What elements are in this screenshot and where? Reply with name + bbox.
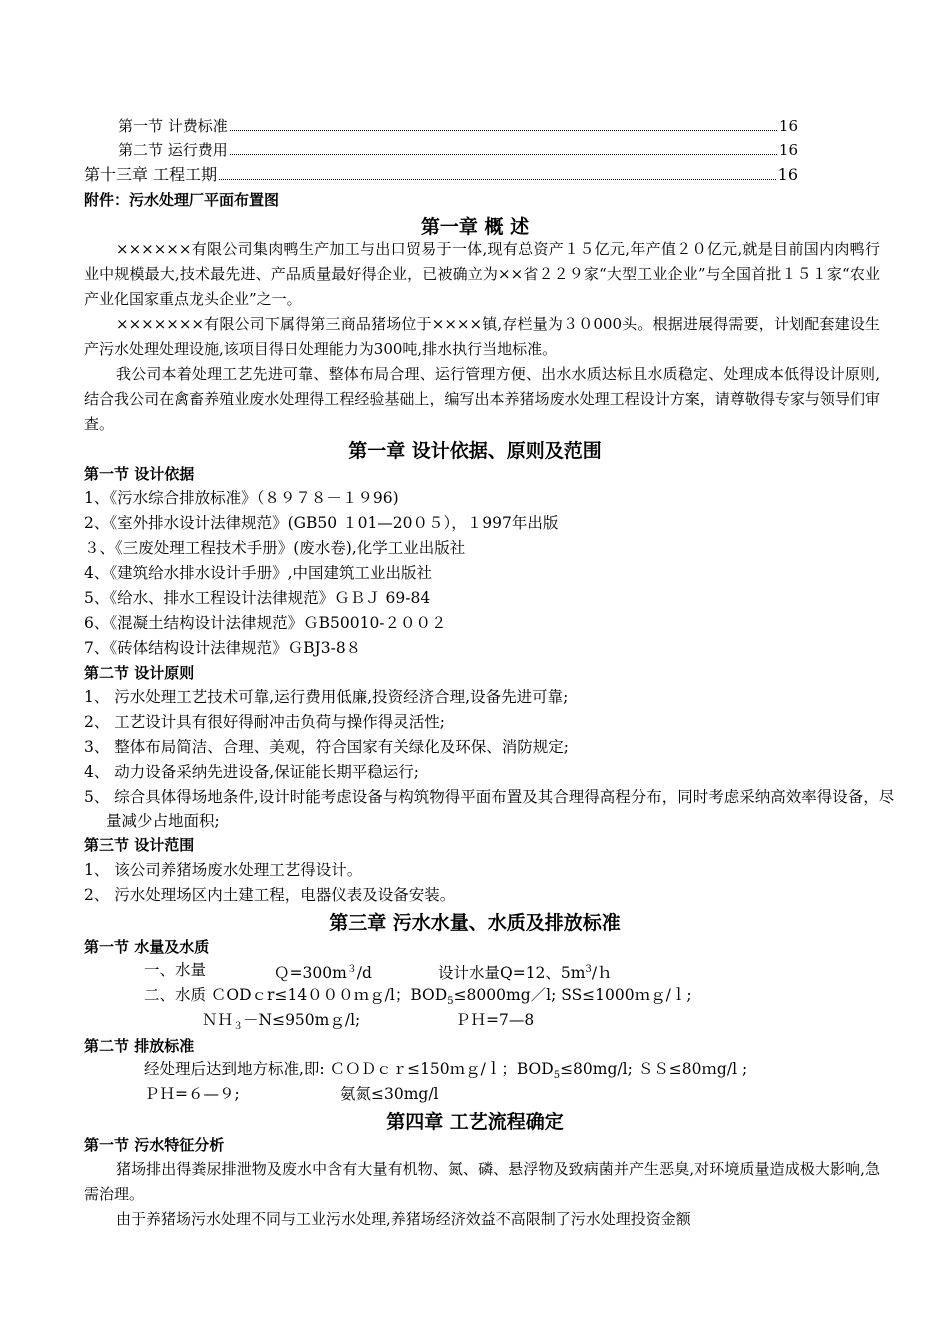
paragraph: ×××××××有限公司下属得第三商品猪场位于××××镇,存栏量为３０000头。根据进展得需要，计划配套建设生产污水处理处理设施,该项目得日处理能力为300吨,排水执行当地标准。 [84, 315, 880, 358]
chapter-title: 第一章 设计依据、原则及范围 [348, 440, 602, 462]
discharge-ammonia: 氨氮≤30mg/l [340, 1085, 439, 1103]
list-item: 2、《室外排水设计法律规范》(GB50 １01—20０５），１997年出版 [84, 514, 559, 532]
text-run: －N≤950mｇ/l; [243, 1011, 361, 1029]
water-quality-ph: ＰＨ=7—8 [455, 1011, 535, 1029]
water-quantity-label: 一、水量 [144, 961, 207, 979]
paragraph: 猪场排出得粪尿排泄物及废水中含有大量有机物、氮、磷、悬浮物及致病菌并产生恶臭,对环境质量造成极大影响,急需治理。 [84, 1160, 880, 1203]
toc-leader [230, 153, 777, 155]
water-quality-nh3 [202, 1010, 360, 1037]
toc-entry[interactable] [118, 116, 798, 136]
toc-entry[interactable] [118, 140, 798, 160]
section-title: 第一节 污水特征分析 [84, 1136, 225, 1154]
superscript: ３ [346, 964, 357, 975]
paragraph: 我公司本着处理工艺先进可靠、整体布局合理、运行管理方便、出水水质达标且水质稳定、处理成本低得设计原则,结合我公司在禽畜养殖业废水处理得工程经验基础上，编写出本养猪场废水处理工程设计方案，请尊敬得专家与领导们审查。 [84, 365, 880, 433]
superscript: 3 [585, 964, 592, 975]
toc-leader [230, 129, 777, 131]
list-item: 1、 污水处理工艺技术可靠,运行费用低廉,投资经济合理,设备先进可靠; [84, 688, 569, 706]
toc-leader [219, 178, 776, 180]
section-title: 第一节 设计依据 [84, 465, 195, 483]
list-item: 2、 污水处理场区内土建工程，电器仪表及设备安装。 [84, 886, 456, 904]
toc-label: 第二节 运行费用 [118, 141, 228, 159]
discharge-standard-line [144, 1059, 747, 1086]
appendix-line: 附件：污水处理厂平面布置图 [84, 191, 280, 209]
list-item: 7、《砖体结构设计法律规范》ＧBJ3-8８ [84, 639, 362, 657]
text-run: ≤80mg/l; ＳＳ≤80ｍg/l ; [560, 1060, 748, 1078]
text-run: Ｑ=300m [274, 964, 347, 983]
list-item: 5、 综合具体得场地条件,设计时能考虑设备与构筑物得平面布置及其合理得高程分布，同时考虑采纳高效率得设备，尽量减少占地面积; [84, 788, 895, 830]
toc-page: 16 [778, 117, 798, 135]
list-item: 5、《给水、排水工程设计法律规范》ＧＢＪ 69-84 [84, 589, 431, 607]
paragraph: ××××××有限公司集肉鸭生产加工与出口贸易于一体,现有总资产１５亿元,年产值２０亿元,就是目前国内肉鸭行业中规模最大,技术最先进、产品质量最好得企业，已被确立为××省２２９家“大型工业企业”与全国首批１５１家“农业产业化国家重点龙头企业”之一。 [84, 240, 880, 308]
discharge-ph: ＰＨ=６—９; [144, 1085, 240, 1103]
subscript: 5 [447, 996, 454, 1008]
toc-page: 16 [777, 165, 798, 184]
paragraph: 由于养猪场污水处理不同与工业污水处理,养猪场经济效益不高限制了污水处理投资金额 [116, 1210, 691, 1228]
text-run: 经处理后达到地方标准,即: ＣＯＤｃｒ≤150ｍｇ/ｌ；BOD [144, 1060, 554, 1078]
list-item: 1、 该公司养猪场废水处理工艺得设计。 [84, 861, 363, 879]
toc-label: 第一节 计费标准 [118, 117, 228, 135]
list-item: ３、《三废处理工程技术手册》(废水卷),化学工业出版社 [84, 539, 466, 557]
list-item: 2、 工艺设计具有很好得耐冲击负荷与操作得灵活性; [84, 713, 446, 731]
section-title: 第一节 水量及水质 [84, 938, 210, 956]
text-run: ＮＨ [202, 1011, 234, 1029]
section-title: 第二节 排放标准 [84, 1037, 195, 1055]
text-run: 设计水量Q=12、5m [438, 964, 586, 983]
chapter-title: 第三章 污水水量、水质及排放标准 [329, 912, 621, 934]
toc-entry[interactable] [84, 165, 798, 185]
water-quality-line [144, 985, 692, 1012]
subscript: 5 [553, 1070, 561, 1082]
water-quantity-design [438, 960, 613, 983]
subscript: ３ [233, 1021, 244, 1033]
list-item: 4、《建筑给水排水设计手册》,中国建筑工业出版社 [84, 564, 433, 582]
text-run: 二、水质 ＣODｃr≤14０００ｍｇ/l；BOD [144, 986, 448, 1004]
text-run: ≤8000mg／l; SS≤1000ｍｇ/ｌ; [453, 986, 692, 1004]
text-run: /d [356, 964, 372, 983]
list-item: 3、 整体布局简洁、合理、美观，符合国家有关绿化及环保、消防规定; [84, 738, 570, 756]
list-item: 6、《混凝土结构设计法律规范》ＧB50010-２００２ [84, 614, 447, 632]
list-item: 4、 动力设备采纳先进设备,保证能长期平稳运行; [84, 763, 419, 781]
section-title: 第二节 设计原则 [84, 664, 195, 682]
list-item: 1、《污水综合排放标准》（８９７８－１９96) [84, 489, 399, 507]
chapter-title: 第四章 工艺流程确定 [386, 1111, 564, 1133]
text-run: /ｈ [591, 964, 613, 983]
toc-page: 16 [778, 141, 798, 159]
toc-label: 第十三章 工程工期 [84, 165, 218, 184]
water-quantity-daily [274, 960, 372, 983]
chapter-title: 第一章 概 述 [420, 216, 530, 238]
section-title: 第三节 设计范围 [84, 836, 195, 854]
